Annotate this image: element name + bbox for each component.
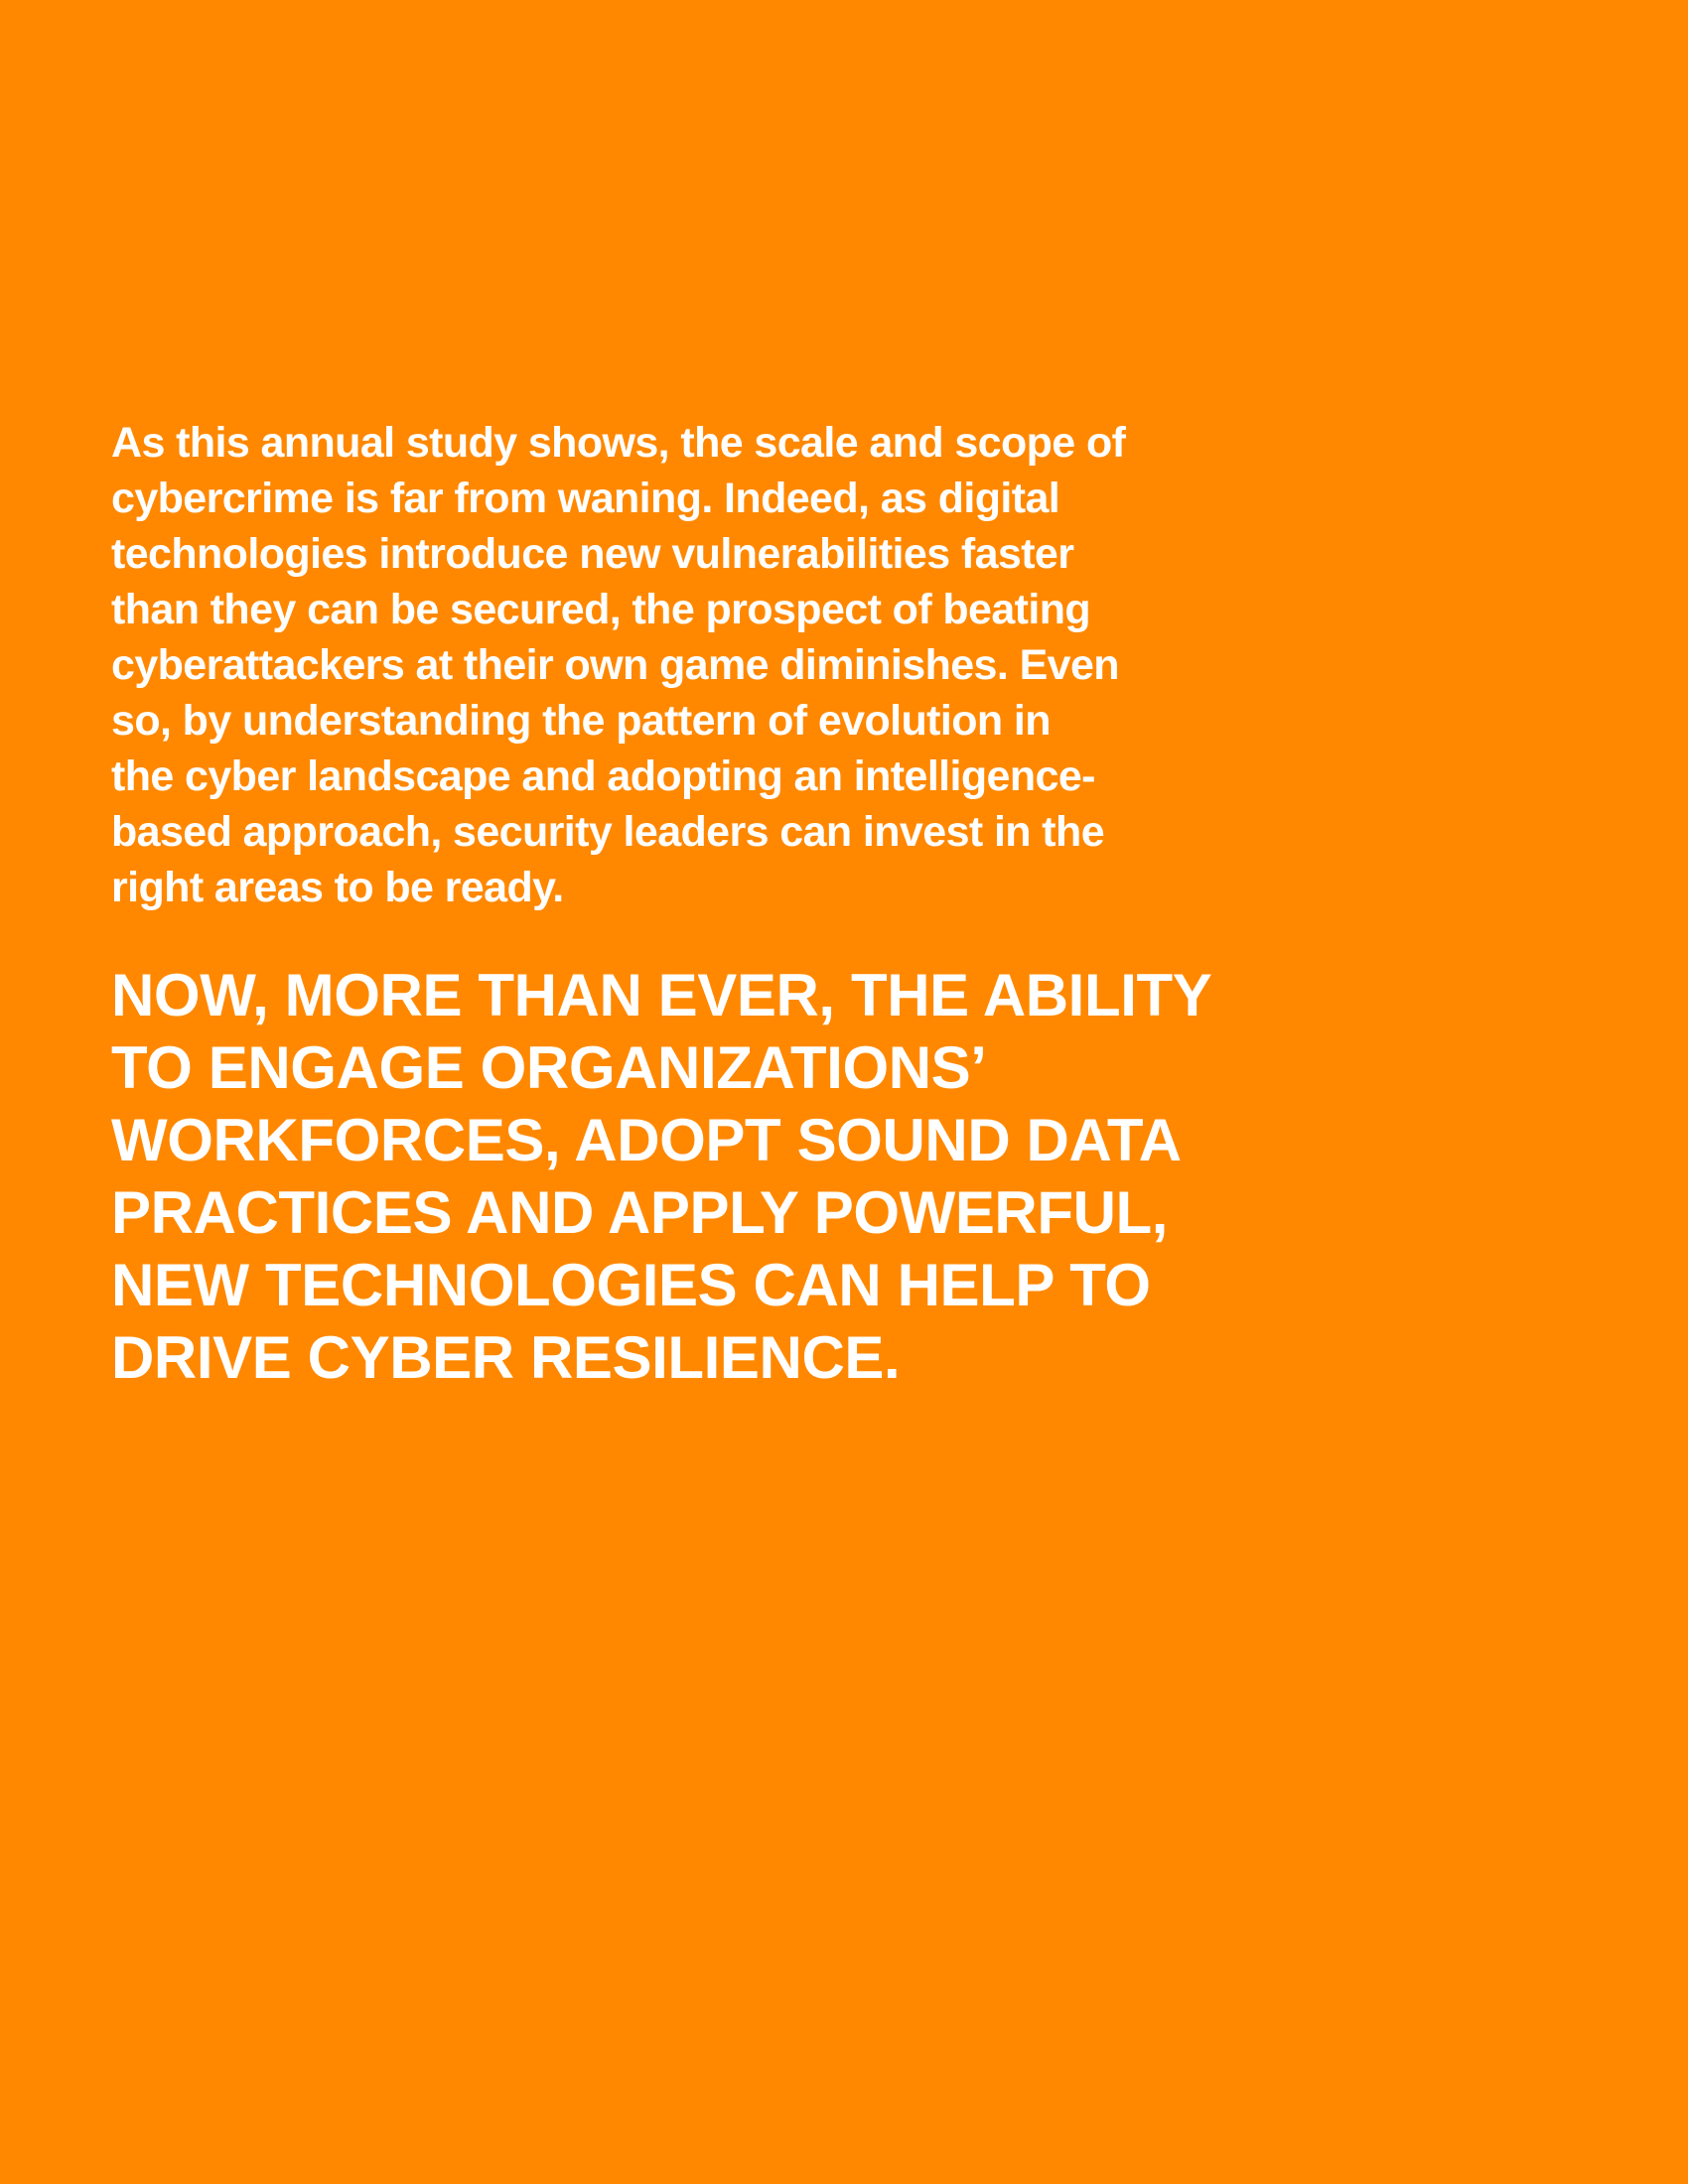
pull-quote-line: NEW TECHNOLOGIES CAN HELP TO [111, 1252, 1151, 1318]
intro-line: cyberattackers at their own game diminishes. Even [111, 641, 1119, 689]
intro-line: the cyber landscape and adopting an intelligence- [111, 752, 1095, 800]
intro-paragraph [111, 415, 1382, 915]
pull-quote-heading [111, 959, 1521, 1394]
intro-line: based approach, security leaders can invest in the [111, 808, 1105, 856]
intro-line: than they can be secured, the prospect of beating [111, 586, 1091, 633]
intro-line: so, by understanding the pattern of evolution in [111, 697, 1051, 745]
intro-line: right areas to be ready. [111, 864, 564, 911]
pull-quote-line: DRIVE CYBER RESILIENCE. [111, 1324, 901, 1391]
intro-line: As this annual study shows, the scale and scope of [111, 419, 1126, 467]
pull-quote-line: PRACTICES AND APPLY POWERFUL, [111, 1179, 1169, 1246]
pull-quote-line: NOW, MORE THAN EVER, THE ABILITY [111, 962, 1212, 1028]
pull-quote-line: TO ENGAGE ORGANIZATIONS’ [111, 1034, 987, 1101]
intro-line: technologies introduce new vulnerabilities faster [111, 530, 1074, 578]
pull-quote-line: WORKFORCES, ADOPT SOUND DATA [111, 1107, 1182, 1173]
intro-line: cybercrime is far from waning. Indeed, as digital [111, 475, 1060, 522]
